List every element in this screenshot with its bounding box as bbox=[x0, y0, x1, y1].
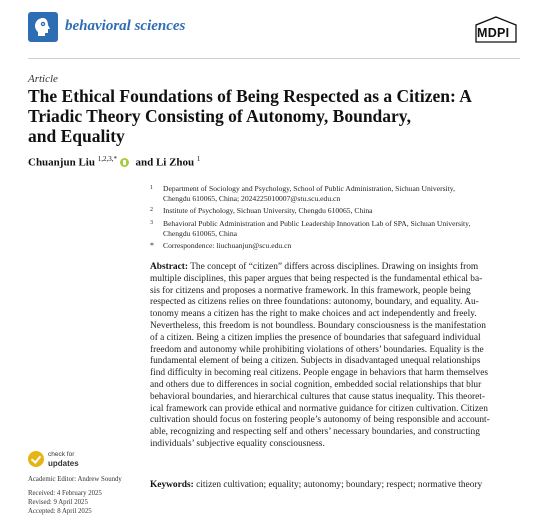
abstract-line: and others due to differences in social cognition, embedded social relationships that blur bbox=[150, 379, 482, 390]
title-line: and Equality bbox=[28, 126, 125, 146]
author-name[interactable]: and Li Zhou bbox=[135, 156, 195, 169]
abstract bbox=[150, 262, 526, 451]
keywords-text: citizen cultivation; equality; autonomy; boundary; respect; normative theory bbox=[193, 480, 483, 490]
affiliation-line[interactable]: Chengdu 610065, China; 2024225010007@stu.scu.edu.cn bbox=[163, 194, 341, 204]
affiliation-item bbox=[150, 219, 530, 239]
affiliation-line: Chengdu 610065, China bbox=[163, 228, 238, 238]
keywords-label: Keywords: bbox=[150, 480, 194, 490]
affiliation-line: Institute of Psychology, Sichuan University, Chengdu 610065, China bbox=[163, 206, 373, 216]
updates-label: updates bbox=[48, 459, 79, 468]
abstract-line: behavioral boundaries, and hierarchical cultures that cause status inequality. This theoret- bbox=[150, 391, 486, 402]
accepted-date: Accepted: 8 April 2025 bbox=[28, 508, 92, 515]
abstract-label: Abstract: bbox=[150, 262, 189, 272]
affiliation-item bbox=[150, 184, 530, 204]
abstract-line: Nevertheless, this freedom is not boundless. Boundary consciousness is the manifestation bbox=[150, 320, 486, 331]
header-divider bbox=[28, 58, 520, 59]
abstract-line: find difficulty in becoming real citizens. People engage in behaviors that harm themselves bbox=[150, 368, 489, 379]
affiliation-number: 2 bbox=[150, 207, 153, 214]
abstract-line: able, recognizing and respecting self and others’ necessary boundaries, and constructing bbox=[150, 427, 480, 438]
abstract-line: ical framework can provide ethical and normative guidance for citizen cultivation. Citizen bbox=[150, 403, 488, 414]
page-header bbox=[0, 0, 548, 60]
correspondence-mark: * bbox=[150, 241, 154, 251]
check-for-updates-button[interactable] bbox=[28, 447, 88, 471]
abstract-line: respected as citizens relies on three foundations: autonomy, boundary, and equality. Au- bbox=[150, 297, 479, 308]
orcid-icon[interactable] bbox=[120, 158, 129, 167]
abstract-line bbox=[150, 262, 526, 274]
academic-editor: Academic Editor: Andrew Soundy bbox=[28, 476, 122, 483]
article-meta bbox=[28, 475, 122, 516]
journal-name[interactable]: behavioral sciences bbox=[65, 18, 186, 34]
abstract-line: of a citizen. Being a citizen implies the presence of boundaries that safeguard individual bbox=[150, 332, 481, 343]
abstract-line: sis for citizens and proposes a normative framework. In this framework, people being bbox=[150, 285, 471, 296]
affiliation-line: Behavioral Public Administration and Public Leadership Innovation Lab of SPA, Sichuan University, bbox=[163, 218, 471, 228]
author-list bbox=[28, 155, 200, 169]
abstract-line: multiple disciplines, this paper argues that being respected is the fundamental ethical ba- bbox=[150, 273, 483, 284]
author-name[interactable]: Chuanjun Liu bbox=[28, 156, 95, 169]
abstract-line: tonomy means a citizen has the right to make choices and act independently and freely. bbox=[150, 309, 477, 320]
affiliation-number: 1 bbox=[150, 185, 153, 191]
author-affiliation-marks: 1 bbox=[196, 155, 201, 163]
abstract-line: individuals’ subjective equality consciousness. bbox=[150, 438, 325, 449]
article-type: Article bbox=[28, 73, 58, 85]
affiliation-item bbox=[150, 206, 530, 216]
check-for-label: check for bbox=[48, 451, 75, 458]
correspondence-line[interactable]: Correspondence: liuchuanjun@scu.edu.cn bbox=[163, 241, 292, 251]
mdpi-logo-icon[interactable] bbox=[474, 16, 518, 44]
title-line: Triadic Theory Consisting of Autonomy, Boundary, bbox=[28, 106, 411, 126]
abstract-line: freedom and autonomy while prohibiting violations of others’ boundaries. Equality is the bbox=[150, 344, 484, 355]
keywords bbox=[150, 480, 482, 490]
abstract-text: The concept of “citizen” differs across disciplines. Drawing on insights from bbox=[188, 262, 479, 272]
abstract-line: fundamental element of being a citizen. Subjects in disadvantaged unequal relationships bbox=[150, 356, 481, 367]
abstract-line: cultivation should focus on fostering people’s autonomy of being responsible and account- bbox=[150, 415, 490, 426]
check-icon bbox=[28, 451, 44, 467]
received-date: Received: 4 February 2025 bbox=[28, 490, 102, 497]
journal-logo-icon[interactable] bbox=[28, 12, 58, 42]
affiliations bbox=[150, 184, 530, 253]
affiliation-number: 3 bbox=[150, 219, 153, 226]
article-title bbox=[28, 86, 523, 146]
revised-date: Revised: 9 April 2025 bbox=[28, 499, 88, 506]
affiliation-line: Department of Sociology and Psychology, School of Public Administration, Sichuan University, bbox=[163, 184, 455, 193]
publisher-name: MDPI bbox=[477, 26, 510, 40]
title-line: The Ethical Foundations of Being Respected as a Citizen: A bbox=[28, 86, 472, 106]
correspondence-item bbox=[150, 241, 530, 251]
author-affiliation-marks: 1,2,3,* bbox=[97, 155, 117, 163]
